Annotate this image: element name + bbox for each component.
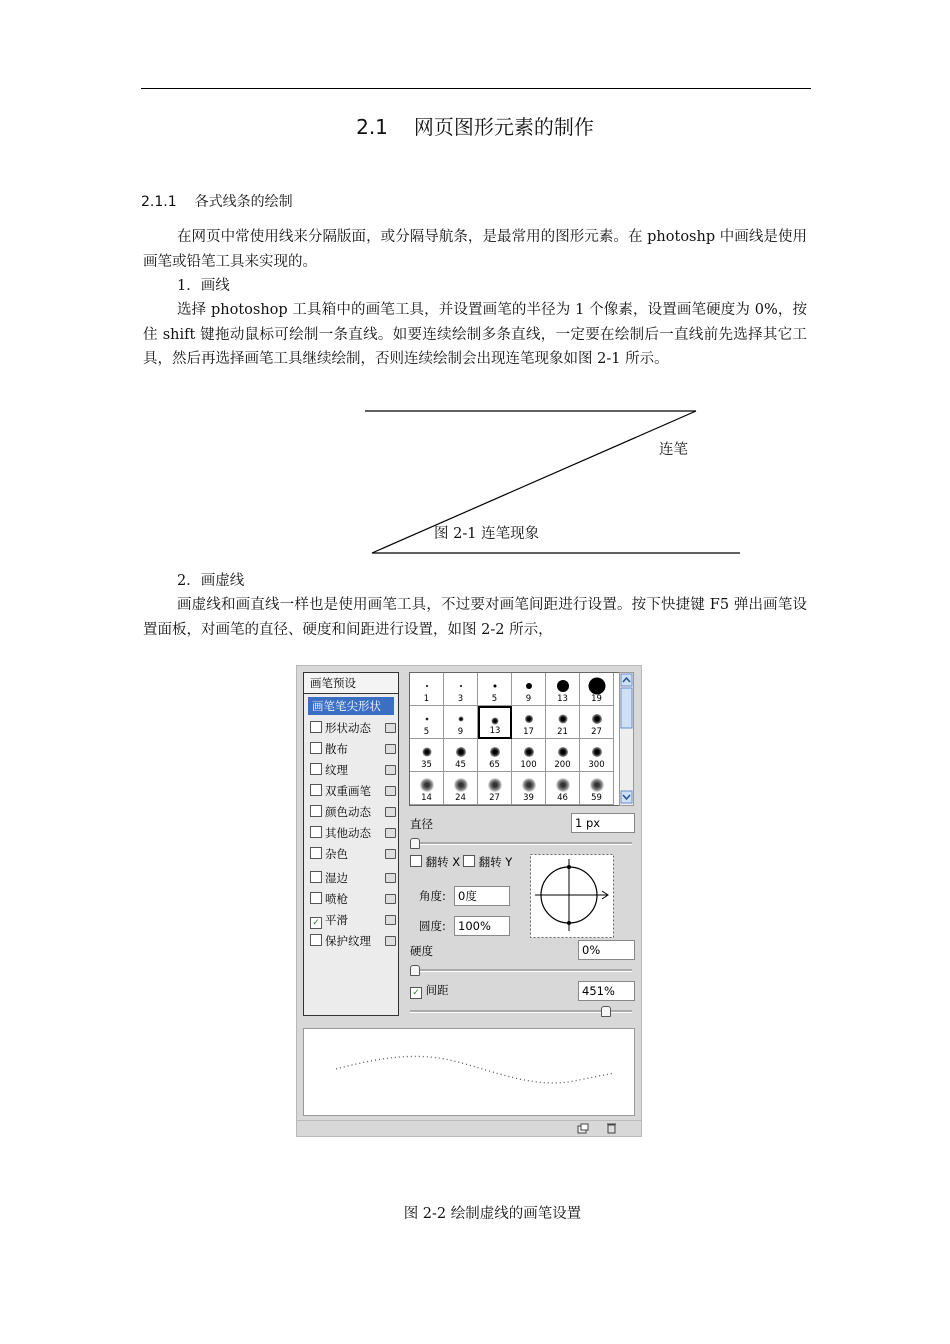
brush-size-label: 14 bbox=[421, 793, 432, 803]
roundness-label: 圆度: bbox=[419, 919, 446, 933]
brush-preset-cell[interactable] bbox=[444, 673, 478, 706]
brush-size-label: 45 bbox=[455, 760, 466, 770]
lock-icon[interactable] bbox=[385, 915, 396, 925]
brush-option-item[interactable] bbox=[310, 845, 396, 863]
brush-preset-cell[interactable] bbox=[512, 706, 546, 739]
brush-preset-cell[interactable] bbox=[512, 739, 546, 772]
brush-presets-header[interactable]: 画笔预设 bbox=[304, 673, 398, 694]
brush-size-label: 5 bbox=[491, 694, 498, 704]
checkbox-icon[interactable] bbox=[310, 871, 322, 883]
brush-option-label: 其他动态 bbox=[325, 826, 371, 840]
brush-size-label: 24 bbox=[455, 793, 466, 803]
lock-icon[interactable] bbox=[385, 786, 396, 796]
brush-preset-cell[interactable] bbox=[478, 673, 512, 706]
scrollbar-arrows-icon bbox=[620, 673, 633, 805]
brush-option-label: 散布 bbox=[325, 742, 348, 756]
brush-option-item[interactable] bbox=[310, 911, 396, 929]
checkbox-icon[interactable] bbox=[310, 721, 322, 733]
brush-preset-cell[interactable] bbox=[546, 706, 580, 739]
brush-tip-icon bbox=[526, 683, 532, 689]
brush-preset-cell[interactable] bbox=[580, 739, 614, 772]
subsection-number: 2.1.1 bbox=[141, 194, 177, 210]
brush-size-label: 13 bbox=[557, 694, 568, 704]
brush-tip-icon bbox=[556, 778, 570, 792]
brush-tip-icon bbox=[524, 747, 534, 757]
lock-icon[interactable] bbox=[385, 828, 396, 838]
section-number: 2.1 bbox=[356, 115, 388, 139]
brush-size-label: 3 bbox=[457, 694, 464, 704]
brush-tip-icon bbox=[454, 778, 468, 792]
brush-settings-panel bbox=[296, 665, 642, 1137]
diameter-slider-thumb[interactable] bbox=[410, 838, 420, 849]
intro-paragraph: 在网页中常使用线来分隔版面，或分隔导航条，是最常用的图形元素。在 photoshp 中画线是使用画笔或铅笔工具来实现的。 bbox=[143, 229, 807, 270]
brush-option-item[interactable] bbox=[310, 761, 396, 779]
diameter-field[interactable]: 1 px bbox=[571, 813, 635, 833]
subsection-heading bbox=[141, 191, 293, 211]
brush-size-label: 27 bbox=[489, 793, 500, 803]
figure-2-1-lines bbox=[360, 405, 750, 560]
trash-icon[interactable] bbox=[606, 1122, 617, 1134]
brush-tip-icon bbox=[492, 718, 499, 725]
new-brush-icon[interactable] bbox=[577, 1123, 589, 1134]
brush-tip-icon bbox=[458, 717, 463, 722]
dotted-stroke-preview bbox=[304, 1029, 634, 1115]
panel-footer bbox=[297, 1120, 641, 1137]
checkbox-icon[interactable] bbox=[310, 826, 322, 838]
brush-option-label: 杂色 bbox=[325, 847, 348, 861]
brush-option-label: 保护纹理 bbox=[325, 934, 371, 948]
brush-size-label: 46 bbox=[557, 793, 568, 803]
lock-icon[interactable] bbox=[385, 873, 396, 883]
brush-preset-cell[interactable] bbox=[444, 706, 478, 739]
header-rule bbox=[141, 88, 811, 89]
brush-option-label: 形状动态 bbox=[325, 721, 371, 735]
checkbox-icon[interactable] bbox=[310, 742, 322, 754]
brush-option-label: 颜色动态 bbox=[325, 805, 371, 819]
brush-size-label: 13 bbox=[489, 726, 501, 736]
brush-option-item[interactable] bbox=[310, 782, 396, 800]
brush-tip-icon bbox=[420, 778, 434, 792]
brush-tip-icon bbox=[490, 747, 500, 757]
flip-y-checkbox[interactable] bbox=[463, 854, 512, 870]
roundness-field[interactable]: 100% bbox=[454, 916, 510, 936]
brush-preset-cell[interactable] bbox=[410, 706, 444, 739]
hardness-field[interactable]: 0% bbox=[578, 940, 635, 960]
figure-2-1-label: 连笔 bbox=[659, 442, 688, 458]
brush-option-item[interactable] bbox=[310, 824, 396, 842]
checkbox-icon[interactable] bbox=[310, 805, 322, 817]
brush-tip-icon bbox=[558, 747, 568, 757]
brush-preset-cell[interactable] bbox=[580, 772, 614, 805]
lock-icon[interactable] bbox=[385, 894, 396, 904]
brush-preset-cell[interactable] bbox=[410, 739, 444, 772]
brush-tip-icon bbox=[426, 685, 428, 687]
brush-size-label: 21 bbox=[557, 727, 568, 737]
brush-preset-cell[interactable] bbox=[512, 772, 546, 805]
angle-field[interactable]: 0度 bbox=[454, 886, 510, 906]
brush-tip-icon bbox=[557, 680, 569, 692]
figure-2-2-caption: 图 2-2 绘制虚线的画笔设置 bbox=[403, 1206, 582, 1222]
brush-size-label: 9 bbox=[457, 727, 464, 737]
brush-tip-icon bbox=[558, 715, 567, 724]
lock-icon[interactable] bbox=[385, 744, 396, 754]
brush-size-label: 39 bbox=[523, 793, 534, 803]
brush-size-label: 65 bbox=[489, 760, 500, 770]
brush-tip-icon bbox=[488, 778, 502, 792]
flip-y-label: 翻转 Y bbox=[478, 855, 513, 869]
item1-body: 选择 photoshop 工具箱中的画笔工具，并设置画笔的半径为 1 个像素，设置画笔硬度为 0%，按住 shift 键拖动鼠标可绘制一条直线。如要连续绘制多条直线，一定要在绘制后一直线前先选择其它工具，然后再选择画笔工具继续绘制，否则连续绘制会出现连笔现象如图 2-1 所示。 bbox=[143, 302, 807, 367]
checked-checkbox-icon[interactable]: ✓ bbox=[310, 917, 322, 929]
lock-icon[interactable] bbox=[385, 849, 396, 859]
brush-preset-grid bbox=[409, 672, 621, 806]
brush-option-item[interactable] bbox=[310, 890, 396, 908]
brush-size-label: 5 bbox=[423, 727, 430, 737]
brush-size-label: 300 bbox=[588, 760, 605, 770]
spacing-field[interactable]: 451% bbox=[578, 981, 635, 1001]
brush-tip-icon bbox=[522, 778, 536, 792]
brush-preset-cell[interactable] bbox=[444, 739, 478, 772]
spacing-slider-thumb[interactable] bbox=[601, 1006, 611, 1017]
brush-option-item[interactable] bbox=[310, 932, 396, 950]
brush-preset-cell[interactable] bbox=[580, 706, 614, 739]
brush-preset-cell[interactable] bbox=[546, 673, 580, 706]
item1-heading: 1．画线 bbox=[177, 278, 230, 294]
brush-tip-icon bbox=[592, 747, 602, 757]
brush-preset-cell[interactable] bbox=[512, 673, 546, 706]
brush-size-label: 59 bbox=[591, 793, 602, 803]
brush-preset-cell[interactable] bbox=[478, 772, 512, 805]
spacing-check-icon: ✓ bbox=[410, 987, 422, 999]
brush-preset-cell[interactable] bbox=[478, 739, 512, 772]
brush-size-label: 100 bbox=[520, 760, 537, 770]
section-title: 网页图形元素的制作 bbox=[413, 115, 594, 139]
brush-preset-cell[interactable] bbox=[410, 673, 444, 706]
grid-scrollbar[interactable] bbox=[619, 672, 634, 806]
brush-tip-icon bbox=[493, 685, 496, 688]
item2-heading: 2．画虚线 bbox=[177, 573, 245, 589]
brush-tip-icon bbox=[425, 718, 428, 721]
brush-preset-cell[interactable] bbox=[580, 673, 614, 706]
brush-angle-preview-icon[interactable] bbox=[530, 854, 614, 938]
brush-tip-icon bbox=[422, 748, 431, 757]
subsection-title: 各式线条的绘制 bbox=[194, 194, 293, 210]
brush-tip-icon bbox=[460, 685, 462, 687]
brush-option-item[interactable] bbox=[310, 803, 396, 821]
brush-preset-cell[interactable] bbox=[546, 739, 580, 772]
brush-option-label: 湿边 bbox=[325, 871, 348, 885]
checkbox-icon[interactable] bbox=[310, 934, 322, 946]
brush-size-label: 27 bbox=[591, 727, 602, 737]
brush-size-label: 35 bbox=[421, 760, 432, 770]
lock-icon[interactable] bbox=[385, 936, 396, 946]
lock-icon[interactable] bbox=[385, 723, 396, 733]
spacing-label: 间距 bbox=[425, 983, 449, 997]
hardness-label: 硬度 bbox=[410, 944, 433, 958]
lock-icon[interactable] bbox=[385, 765, 396, 775]
brush-tip-shape-item[interactable]: 画笔笔尖形状 bbox=[308, 697, 394, 715]
brush-option-item[interactable] bbox=[310, 740, 396, 758]
brush-tip-icon bbox=[456, 747, 466, 757]
item2-body: 画虚线和画直线一样也是使用画笔工具，不过要对画笔间距进行设置。按下快捷键 F5 弹出画笔设置面板，对画笔的直径、硬度和间距进行设置，如图 2-2 所示， bbox=[143, 597, 807, 638]
brush-size-label: 17 bbox=[523, 727, 534, 737]
stroke-preview bbox=[303, 1028, 635, 1116]
checkbox-icon[interactable] bbox=[310, 763, 322, 775]
spacing-slider[interactable] bbox=[410, 1010, 632, 1013]
flip-x-checkbox[interactable] bbox=[410, 854, 460, 870]
brush-size-label: 19 bbox=[591, 694, 602, 704]
diameter-slider[interactable] bbox=[410, 842, 632, 845]
hardness-slider-thumb[interactable] bbox=[410, 965, 420, 976]
figure-2-1-caption: 图 2-1 连笔现象 bbox=[434, 526, 540, 542]
brush-size-label: 200 bbox=[554, 760, 571, 770]
checkbox-icon[interactable] bbox=[310, 892, 322, 904]
brush-preset-cell[interactable] bbox=[444, 772, 478, 805]
brush-option-label: 平滑 bbox=[325, 913, 348, 927]
brush-option-item[interactable] bbox=[310, 719, 396, 737]
brush-option-item[interactable] bbox=[310, 869, 396, 887]
brush-options-list bbox=[303, 672, 399, 1016]
flip-x-label: 翻转 X bbox=[425, 855, 461, 869]
brush-option-label: 双重画笔 bbox=[325, 784, 371, 798]
brush-tip-icon bbox=[588, 678, 605, 695]
brush-preset-cell[interactable] bbox=[410, 772, 444, 805]
hardness-slider[interactable] bbox=[410, 969, 632, 972]
page-title bbox=[0, 111, 950, 140]
lock-icon[interactable] bbox=[385, 807, 396, 817]
brush-preset-cell[interactable] bbox=[546, 772, 580, 805]
diameter-label: 直径 bbox=[410, 817, 433, 831]
checkbox-icon[interactable] bbox=[310, 847, 322, 859]
brush-size-label: 9 bbox=[525, 694, 532, 704]
angle-label: 角度: bbox=[419, 889, 446, 903]
brush-tip-icon bbox=[525, 715, 533, 723]
brush-option-label: 喷枪 bbox=[325, 892, 348, 906]
brush-tip-icon bbox=[590, 778, 604, 792]
brush-option-label: 纹理 bbox=[325, 763, 348, 777]
brush-size-label: 1 bbox=[423, 694, 430, 704]
brush-preset-cell[interactable] bbox=[478, 706, 512, 739]
spacing-checkbox[interactable] bbox=[410, 982, 449, 999]
checkbox-icon[interactable] bbox=[310, 784, 322, 796]
brush-tip-icon bbox=[592, 714, 602, 724]
